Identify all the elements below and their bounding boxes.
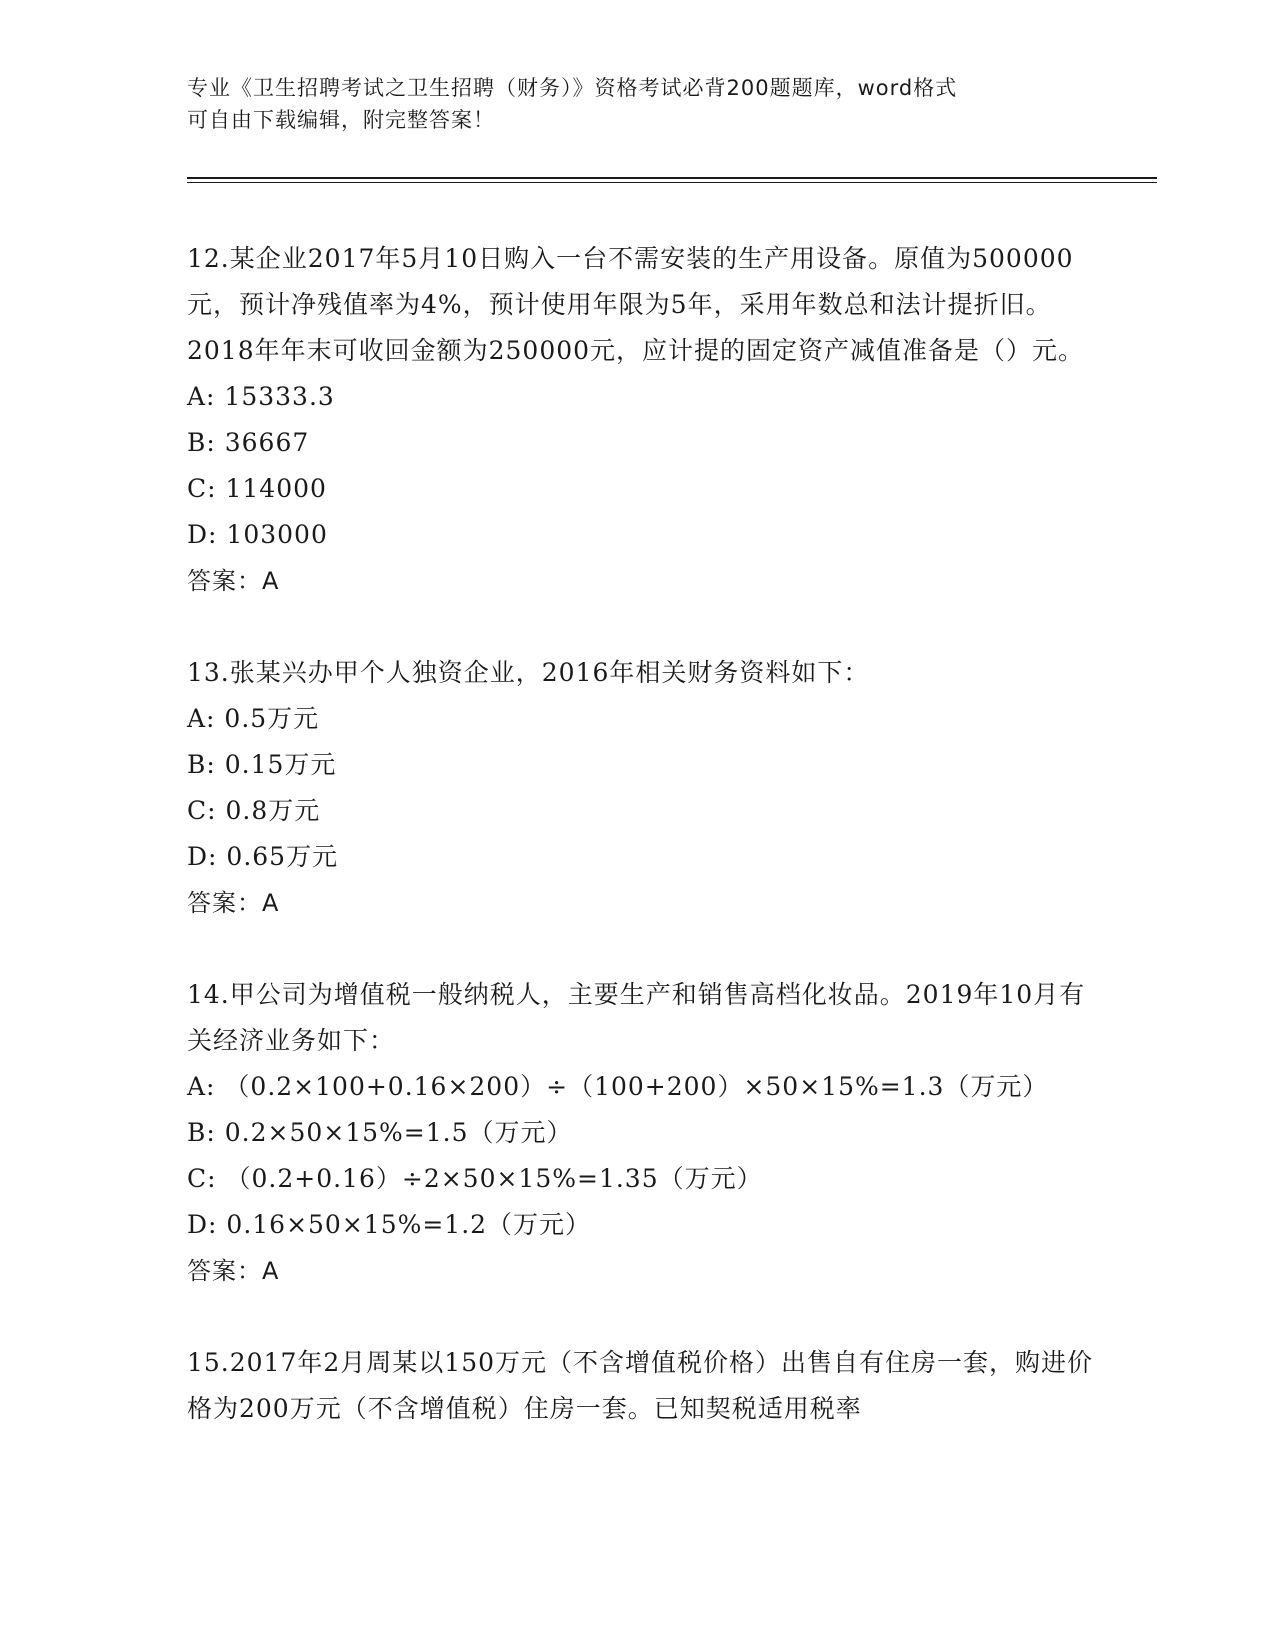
document-header [187,72,1087,136]
option-b: B: 0.2×50×15%=1.5（万元） [187,1118,573,1147]
option-d: D: 103000 [187,520,328,549]
option-a: A: 0.5万元 [187,704,320,733]
question-stem: 13.张某兴办甲个人独资企业，2016年相关财务资料如下： [187,658,870,687]
option-b: B: 0.15万元 [187,750,337,779]
question-list [187,236,1107,1478]
question-13 [187,650,1107,926]
question-stem: 14.甲公司为增值税一般纳税人，主要生产和销售高档化妆品。2019年10月有关经济业务如下： [187,980,1086,1055]
option-c: C: 0.8万元 [187,796,321,825]
header-title-line2: 可自由下载编辑，附完整答案！ [187,108,495,132]
answer: 答案：A [187,889,280,917]
answer: 答案：A [187,1257,280,1285]
option-d: D: 0.65万元 [187,842,339,871]
question-stem: 12.某企业2017年5月10日购入一台不需安装的生产用设备。原值为500000元，预计净残值率为4%，预计使用年限为5年，采用年数总和法计提折旧。2018年年末可收回金额为250000元，应计提的固定资产减值准备是（）元。 [187,244,1085,365]
question-stem: 15.2017年2月周某以150万元（不含增值税价格）出售自有住房一套，购进价格为200万元（不含增值税）住房一套。已知契税适用税率 [187,1348,1094,1423]
header-divider-thick [187,177,1157,179]
question-15 [187,1340,1107,1432]
question-14 [187,972,1107,1294]
option-a: A: （0.2×100+0.16×200）÷（100+200）×50×15%=1.3（万元） [187,1072,1049,1101]
answer: 答案：A [187,567,280,595]
option-c: C: （0.2+0.16）÷2×50×15%=1.35（万元） [187,1164,763,1193]
option-a: A: 15333.3 [187,382,335,411]
option-d: D: 0.16×50×15%=1.2（万元） [187,1210,592,1239]
header-title-line1: 专业《卫生招聘考试之卫生招聘（财务）》资格考试必背200题题库，word格式 [187,76,958,100]
question-12 [187,236,1107,604]
header-divider-thin [187,182,1157,183]
option-b: B: 36667 [187,428,310,457]
option-c: C: 114000 [187,474,327,503]
